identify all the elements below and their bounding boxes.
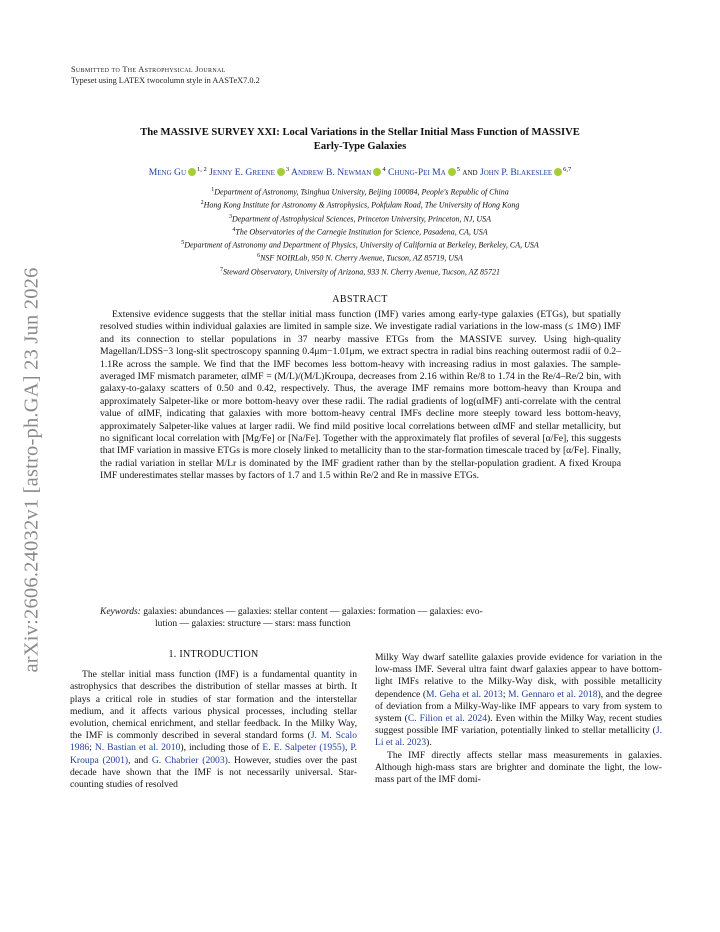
right-column — [375, 652, 662, 786]
citation-link[interactable]: E. E. Salpeter (1955) — [262, 742, 345, 754]
citation-link[interactable]: C. Filion et al. 2024 — [407, 713, 487, 725]
affiliation-number: 5 — [181, 240, 185, 246]
body-text: ), including those of — [180, 742, 263, 754]
affiliation — [70, 251, 650, 264]
affiliation-text: Department of Astronomy, Tsinghua University, Beijing 100084, People's Republic of China — [214, 187, 509, 197]
author-name[interactable]: Andrew B. Newman — [291, 167, 372, 179]
body-text: ; — [502, 688, 509, 700]
affiliation-text: Department of Astronomy and Department of Physics, University of California at Berkeley, Berkeley, CA, USA — [184, 240, 539, 250]
author-name[interactable]: John P. Blakeslee — [480, 167, 553, 179]
citation-link[interactable]: N. Bastian et al. 2010 — [94, 742, 181, 754]
author-name[interactable]: Jenny E. Greene — [209, 167, 275, 179]
citation-link[interactable]: G. Chabrier (2003) — [151, 754, 228, 766]
affiliation-number: 2 — [200, 200, 204, 207]
affiliation-number: 3 — [228, 213, 232, 220]
body-text: ). — [426, 737, 432, 749]
body-text: ; — [89, 742, 95, 754]
author-affil-mark: 5 — [456, 166, 461, 173]
paper-title — [70, 126, 650, 154]
orcid-icon[interactable] — [277, 168, 285, 176]
left-column — [70, 649, 357, 791]
intro-paragraph-2 — [375, 652, 662, 750]
title-line-1: The MASSIVE SURVEY XXI: Local Variations in the Stellar Initial Mass Function of MASSIVE — [140, 127, 580, 138]
intro-paragraph-3: The IMF directly affects stellar mass measurements in galaxies. Although high-mass stars are brighter and dominate the light, the low-mass part of the IMF domi- — [375, 749, 662, 786]
citation-link[interactable]: M. Geha et al. 2013 — [426, 688, 503, 700]
intro-paragraph-1 — [70, 669, 357, 791]
affiliation-list — [70, 185, 650, 278]
journal-header — [71, 64, 260, 86]
citation-link[interactable]: P. Kroupa (2001) — [70, 742, 357, 766]
affiliation-text: The Observatories of the Carnegie Institution for Science, Pasadena, CA, USA — [235, 227, 488, 237]
body-text: ). Even within the Milky Way, recent studies suggest possible IMF variation, potentially linked to stellar metallicity ( — [375, 713, 662, 737]
affiliation-number: 7 — [219, 266, 223, 273]
body-text: , — [344, 742, 351, 754]
affiliation-number: 1 — [211, 187, 215, 193]
affiliation — [70, 198, 650, 211]
abstract-heading: ABSTRACT — [332, 294, 388, 305]
orcid-icon[interactable] — [188, 168, 196, 176]
arxiv-identifier: arXiv:2606.24032v1 [astro-ph.GA] 23 Jun 2026 — [20, 267, 43, 673]
affiliation — [70, 225, 650, 238]
title-line-2: Early-Type Galaxies — [313, 141, 407, 152]
body-text: The stellar initial mass function (IMF) is a fundamental quantity in astrophysics that describes the distribution of stellar masses at birth. It plays a critical role in studies of star formation and the interstellar medium, and it affects various physical processes, including stellar evolution, chemical enrichment, and stellar feedback. In the Milky Way, the IMF is commonly described in several standard forms ( — [70, 669, 357, 742]
orcid-icon[interactable] — [448, 168, 456, 176]
affiliation-text: Department of Astrophysical Sciences, Princeton University, Princeton, NJ, USA — [231, 214, 492, 224]
keywords-line-2: lution — galaxies: structure — stars: mass function — [155, 619, 351, 629]
affiliation — [70, 212, 650, 225]
affiliation-number: 4 — [232, 226, 236, 233]
author-affil-mark: 3 — [285, 166, 290, 173]
orcid-icon[interactable] — [373, 168, 381, 176]
author-affil-mark: 1, 2 — [197, 166, 207, 173]
body-text: . However, studies over the past decade have shown that the IMF is not necessarily universal. Star-counting studies of resolved — [70, 754, 358, 791]
affiliation-text: Steward Observatory, University of Arizona, 933 N. Cherry Avenue, Tucson, AZ 85721 — [222, 267, 501, 277]
keywords — [100, 606, 621, 630]
keywords-label: Keywords: — [100, 607, 141, 617]
affiliation-text: Hong Kong Institute for Astronomy & Astrophysics, Pokfulam Road, The University of Hong Kong — [203, 200, 520, 210]
author-list — [70, 164, 650, 179]
affiliation-number: 6 — [257, 253, 261, 260]
section-heading-introduction: 1. INTRODUCTION — [168, 649, 259, 660]
affiliation — [70, 265, 650, 278]
citation-link[interactable]: J. Li et al. 2023 — [375, 725, 662, 749]
submission-note: Submitted to The Astrophysical Journal — [71, 65, 226, 74]
author-name[interactable]: Chung-Pei Ma — [388, 167, 446, 179]
body-text: ), and the degree of deviation from a Milky-Way-like IMF appears to vary from system to system ( — [375, 688, 662, 725]
body-text: , and — [128, 754, 152, 766]
author-affil-mark: 4 — [382, 166, 386, 173]
affiliation-text: NSF NOIRLab, 950 N. Cherry Avenue, Tucson, AZ 85719, USA — [260, 253, 463, 263]
citation-link[interactable]: J. M. Scalo 1986 — [70, 730, 357, 754]
authors-and: and — [462, 167, 478, 179]
arxiv-sidebar — [10, 250, 54, 690]
body-text: Milky Way dwarf satellite galaxies provide evidence for variation in the low-mass IMF. Several ultra faint dwarf galaxies appear to have bottom-light IMFs relative to the Milky-Way disk, with possible metallicity dependence ( — [375, 652, 662, 700]
typeset-note: Typeset using LATEX twocolumn style in AASTeX7.0.2 — [71, 76, 260, 85]
keywords-line-1: galaxies: abundances — galaxies: stellar content — galaxies: formation — galaxies: evo- — [143, 607, 483, 617]
abstract-text: Extensive evidence suggests that the stellar initial mass function (IMF) varies among early-type galaxies (ETGs), but spatially resolved studies within individual galaxies are limited in sample size. We investigate radial variations in the low-mass (≤ 1M⊙) IMF and its connection to stellar populations in 37 nearby massive ETGs from the MASSIVE survey. Using high-quality Magellan/LDSS−3 long-slit spectroscopy spanning 0.4μm−1.01μm, we extract spectra in radial bins reaching outermost radii of 0.2–1.1Re across the sample. We find that the IMF becomes less bottom-heavy with increasing radius in most galaxies. The sample-averaged IMF mismatch parameter, αIMF = (M/L)/(M/L)Kroupa, decreases from 2.16 within Re/8 to 1.74 in the Re/4–Re/2 bin, with galaxy-to-galaxy scatters of 0.50 and 0.42, respectively. Thus, the average IMF remains more bottom-heavy than Kroupa and approximately Salpeter-like or more bottom-heavy over these radii. The radial gradients of log(αIMF) anti-correlate with the central value of αIMF, indicating that galaxies with more bottom-heavy central IMFs decline more steeply toward less bottom-heavy, approximately Salpeter-like values at larger radii. We find mild positive local correlations between αIMF and stellar metallicity, but no significant local correlation with [Mg/Fe] or [Na/Fe]. Together with the approximately flat profiles of several [α/Fe], this suggests that IMF variation in massive ETGs is more closely linked to metallicity than to the star-formation timescale traced by [α/Fe]. Finally, the radial variation in stellar M/Lr is dominated by the IMF gradient rather than by the stellar-population gradient. A fixed Kroupa IMF underestimates stellar masses by factors of 1.7 and 1.5 within Re/2 and Re in massive ETGs. — [100, 309, 621, 482]
affiliation — [70, 238, 650, 251]
author-affil-mark: 6,7 — [563, 166, 572, 173]
citation-link[interactable]: M. Gennaro et al. 2018 — [508, 688, 598, 700]
affiliation — [70, 185, 650, 198]
orcid-icon[interactable] — [554, 168, 562, 176]
author-name[interactable]: Meng Gu — [148, 167, 187, 179]
